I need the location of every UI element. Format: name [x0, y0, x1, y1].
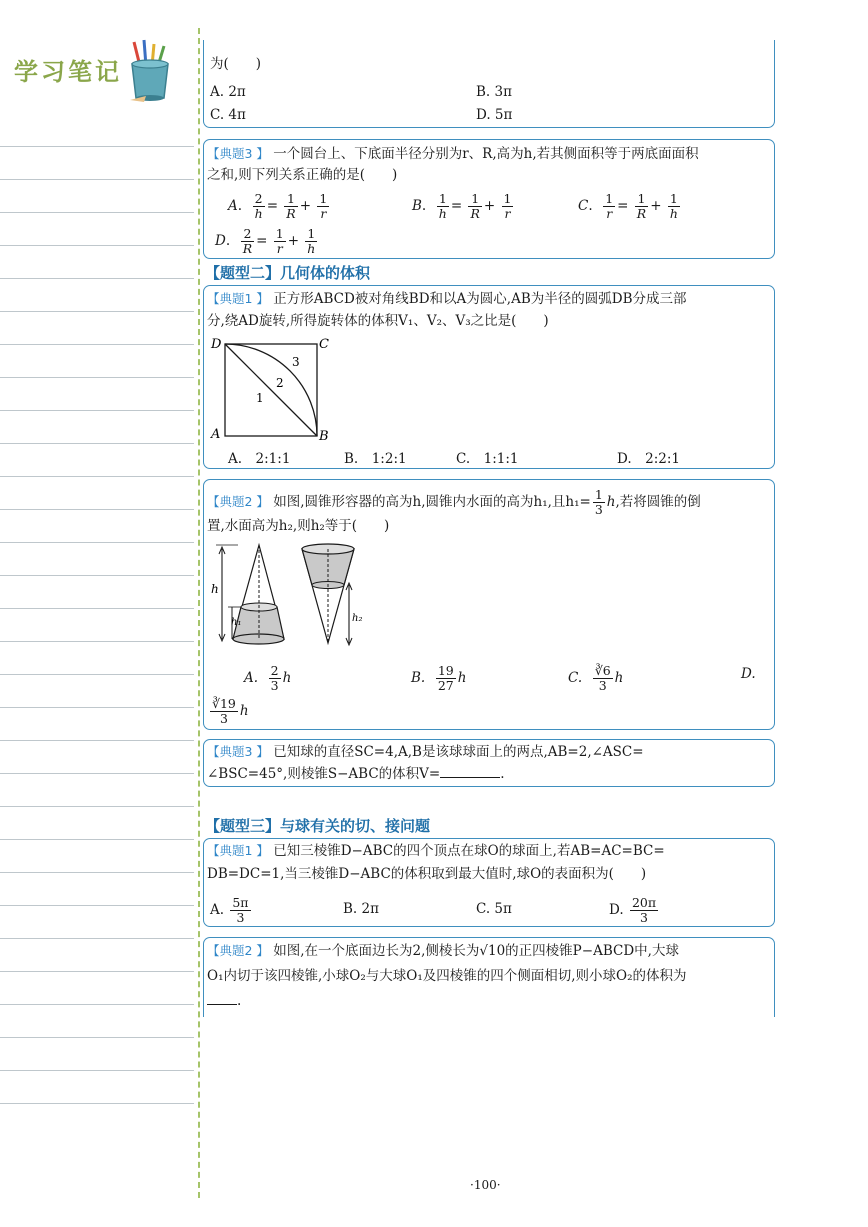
note-line: [0, 1103, 194, 1104]
note-line: [0, 1004, 194, 1005]
option-b: B. $\frac{19}{27}$ h: [411, 663, 467, 693]
question-line-3: .: [207, 991, 241, 1011]
option-c: C. 1:1:1: [456, 451, 519, 467]
section-heading: 【题型三】与球有关的切、接问题: [205, 817, 431, 835]
option-a: A. 2:1:1: [228, 451, 291, 467]
question-line-1: 正方形ABCD被对角线BD和以A为圆心,AB为半径的圆弧DB分成三部: [273, 291, 687, 307]
option-d: D. $\frac{20\pi}{3}$: [609, 895, 657, 925]
note-line: [0, 740, 194, 741]
note-line: [0, 641, 194, 642]
question-line-1: 如图,在一个底面边长为2,侧棱长为√10的正四棱锥P−ABCD中,大球: [273, 943, 679, 959]
option-d: D. $\frac{2}{R}$ = $\frac{1}{r}$ + $\frac{1}{h}$: [215, 226, 316, 256]
note-line: [0, 443, 194, 444]
question-line-1: 已知球的直径SC=4,A,B是该球球面上的两点,AB=2,∠ASC=: [273, 744, 644, 760]
pencil-cup-icon: [126, 38, 174, 104]
option-d: D. 5π: [476, 107, 513, 123]
question-line-1-end: ,若将圆锥的倒: [615, 494, 701, 510]
note-line: [0, 1037, 194, 1038]
option-c: C. $\frac{1}{r}$ = $\frac{1}{R}$ + $\frac{1}{h}$: [578, 191, 678, 221]
question-stem: [207, 742, 644, 762]
note-line: [0, 509, 194, 510]
question-line-2: ∠BSC=45°,则棱锥S−ABC的体积V= .: [207, 766, 505, 782]
question-line-2: O₁内切于该四棱锥,小球O₂与大球O₁及四棱锥的四个侧面相切,则小球O₂的体积为: [207, 968, 687, 984]
note-line: [0, 278, 194, 279]
page-number: ·100·: [470, 1178, 501, 1192]
question-stem: [207, 289, 687, 309]
note-line: [0, 608, 194, 609]
question-tag: 【典题1 】: [207, 291, 269, 306]
note-line: [0, 344, 194, 345]
question-line-1: 已知三棱锥D−ABC的四个顶点在球O的球面上,若AB=AC=BC=: [273, 843, 665, 859]
option-a: A. $\frac{2}{h}$ = $\frac{1}{R}$ + $\frac{1}{r}$: [228, 191, 328, 221]
question-tag: 【典题2 】: [207, 494, 269, 509]
sidebar-title: 学习笔记: [14, 58, 122, 86]
region-label: 2: [276, 376, 284, 390]
cone-figure: [208, 541, 368, 651]
question-line-1: 一个圆台上、下底面半径分别为r、R,高为h,若其侧面积等于两底面面积: [273, 146, 699, 162]
question-tag: 【典题3 】: [207, 744, 269, 759]
note-line: [0, 872, 194, 873]
question-line-2: 置,水面高为h₂,则h₂等于( ): [207, 518, 390, 534]
note-line: [0, 410, 194, 411]
note-line: [0, 245, 194, 246]
note-line: [0, 575, 194, 576]
question-line-2: DB=DC=1,当三棱锥D−ABC的体积取到最大值时,球O的表面积为( ): [207, 866, 647, 882]
question-tag: 【典题1 】: [207, 843, 269, 858]
prev-question-stem: 为( ): [210, 56, 262, 72]
option-b: B. 1:2:1: [344, 451, 407, 467]
region-label: 1: [256, 391, 264, 405]
square-arc-figure: [208, 334, 338, 446]
note-line: [0, 674, 194, 675]
option-a: A. 2π: [210, 84, 246, 100]
note-line: [0, 905, 194, 906]
option-d-letter: D.: [741, 666, 756, 682]
option-c: C. 4π: [210, 107, 246, 123]
note-line: [0, 146, 194, 147]
note-line: [0, 839, 194, 840]
question-stem: [207, 144, 699, 164]
answer-blank[interactable]: [207, 992, 237, 1005]
figure-label: B: [319, 429, 329, 444]
note-line: [0, 773, 194, 774]
figure-label: h: [211, 582, 219, 596]
option-d: D. 2:2:1: [617, 451, 680, 467]
figure-label: A: [211, 427, 221, 442]
question-stem: 【典题2 】 如图,圆锥形容器的高为h,圆锥内水面的高为h₁,且h₁= $\frac{1}{3}$ h,若将圆锥的倒: [207, 487, 701, 517]
note-line: [0, 806, 194, 807]
note-line: [0, 311, 194, 312]
note-line: [0, 1070, 194, 1071]
question-tag: 【典题2 】: [207, 943, 269, 958]
figure-label: h₁: [231, 617, 242, 628]
note-line: [0, 212, 194, 213]
question-line-1: 如图,圆锥形容器的高为h,圆锥内水面的高为h₁,且h₁=: [273, 494, 591, 510]
option-b: B. 3π: [476, 84, 512, 100]
figure-label: h₂: [352, 613, 363, 624]
option-b: B. 2π: [343, 901, 379, 917]
note-line: [0, 542, 194, 543]
note-line: [0, 971, 194, 972]
option-d: $\frac{∛19}{3}$ h: [212, 696, 249, 726]
answer-blank[interactable]: [440, 765, 500, 778]
option-a: A. $\frac{5\pi}{3}$: [210, 895, 249, 925]
question-line-2: 分,绕AD旋转,所得旋转体的体积V₁、V₂、V₃之比是( ): [207, 313, 549, 329]
region-label: 3: [292, 355, 300, 369]
note-line: [0, 179, 194, 180]
question-tag: 【典题3 】: [207, 146, 269, 161]
question-stem: [207, 941, 679, 961]
option-b: B. $\frac{1}{h}$ = $\frac{1}{R}$ + $\frac{1}{r}$: [412, 191, 512, 221]
question-stem: [207, 841, 665, 861]
note-line: [0, 377, 194, 378]
option-a: A. $\frac{2}{3}$ h: [244, 663, 292, 693]
note-line: [0, 707, 194, 708]
figure-label: D: [211, 337, 222, 352]
note-line: [0, 938, 194, 939]
figure-label: C: [319, 337, 329, 352]
option-c: C. 5π: [476, 901, 512, 917]
question-line-2: 之和,则下列关系正确的是( ): [207, 167, 398, 183]
margin-divider: [198, 28, 200, 1198]
option-c: C. $\frac{∛6}{3}$ h: [568, 663, 624, 693]
note-line: [0, 476, 194, 477]
section-heading: 【题型二】几何体的体积: [205, 264, 371, 282]
